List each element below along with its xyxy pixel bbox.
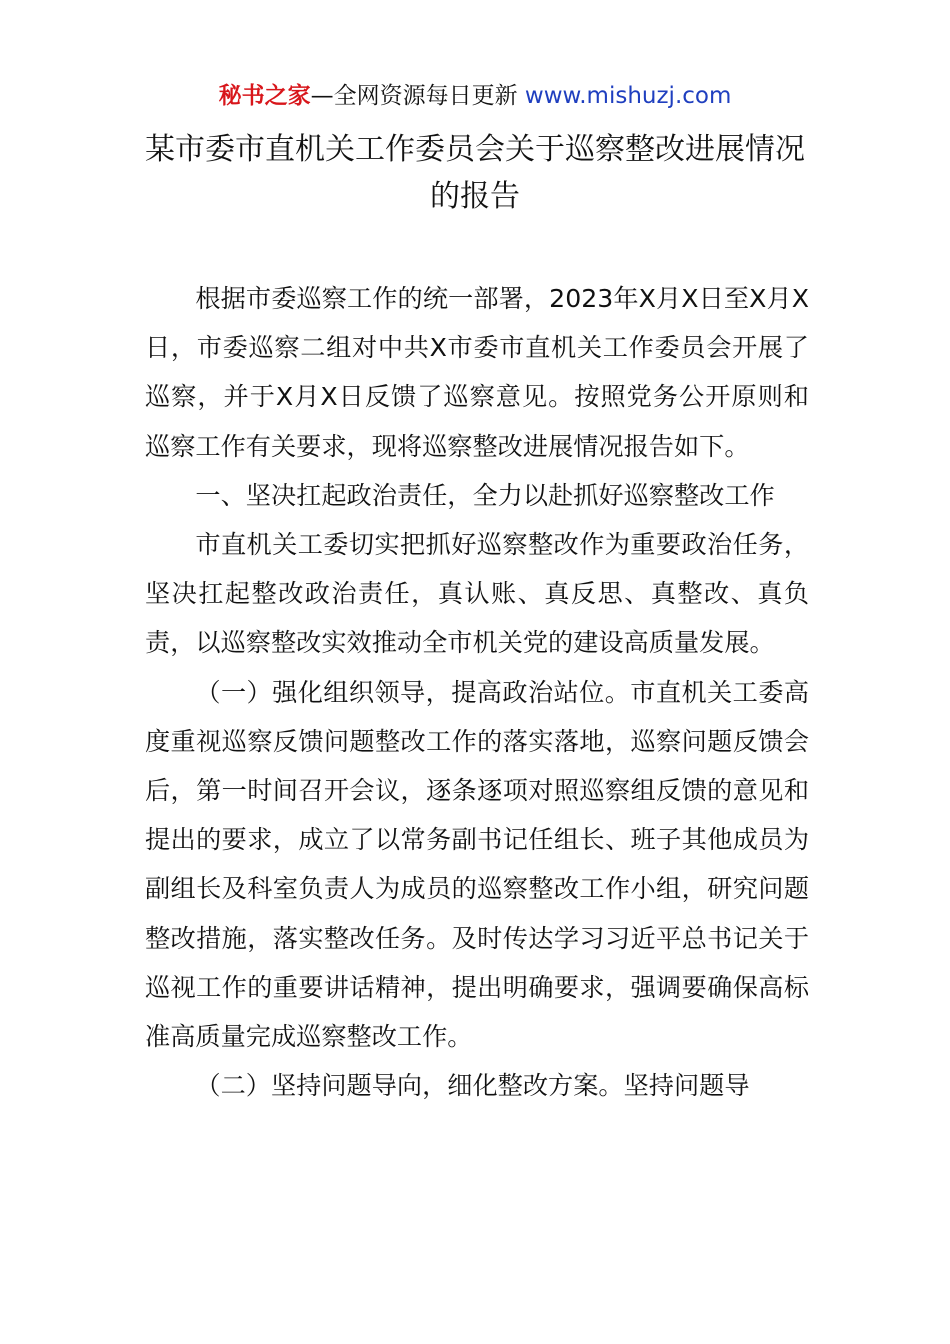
site-brand: 秘书之家: [218, 83, 311, 109]
paragraph-subsection-2: （二）坚持问题导向，细化整改方案。坚持问题导: [195, 1071, 750, 1101]
paragraph-section-1: 市直机关工委切实把抓好巡察整改作为重要政治任务，坚决扛起整改政治责任，真认账、真反思、真整改、真负责，以巡察整改实效推动全市机关党的建设高质量发展。: [145, 530, 809, 658]
document-title: 某市委市直机关工作委员会关于巡察整改进展情况的报告: [145, 132, 805, 214]
paragraph-intro: 根据市委巡察工作的统一部署，2023年X月X日至X月X日，市委巡察二组对中共X市委市直机关工作委员会开展了巡察，并于X月X日反馈了巡察意见。按照党务公开原则和巡察工作有关要求，现将巡察整改进展情况报告如下。: [145, 284, 809, 461]
site-url-link[interactable]: www.mishuzj.com: [524, 83, 732, 109]
section-heading-1: 一、坚决扛起政治责任，全力以赴抓好巡察整改工作: [195, 480, 775, 510]
document-body: [145, 274, 809, 1110]
site-header: [0, 80, 950, 112]
paragraph-subsection-1: （一）强化组织领导，提高政治站位。市直机关工委高度重视巡察反馈问题整改工作的落实落地，巡察问题反馈会后，第一时间召开会议，逐条逐项对照巡察组反馈的意见和提出的要求，成立了以常务副书记任组长、班子其他成员为副组长及科室负责人为成员的巡察整改工作小组，研究问题整改措施，落实整改任务。及时传达学习习近平总书记关于巡视工作的重要讲话精神，提出明确要求，强调要确保高标准高质量完成巡察整改工作。: [145, 677, 809, 1052]
site-tagline: —全网资源每日更新: [310, 83, 525, 109]
